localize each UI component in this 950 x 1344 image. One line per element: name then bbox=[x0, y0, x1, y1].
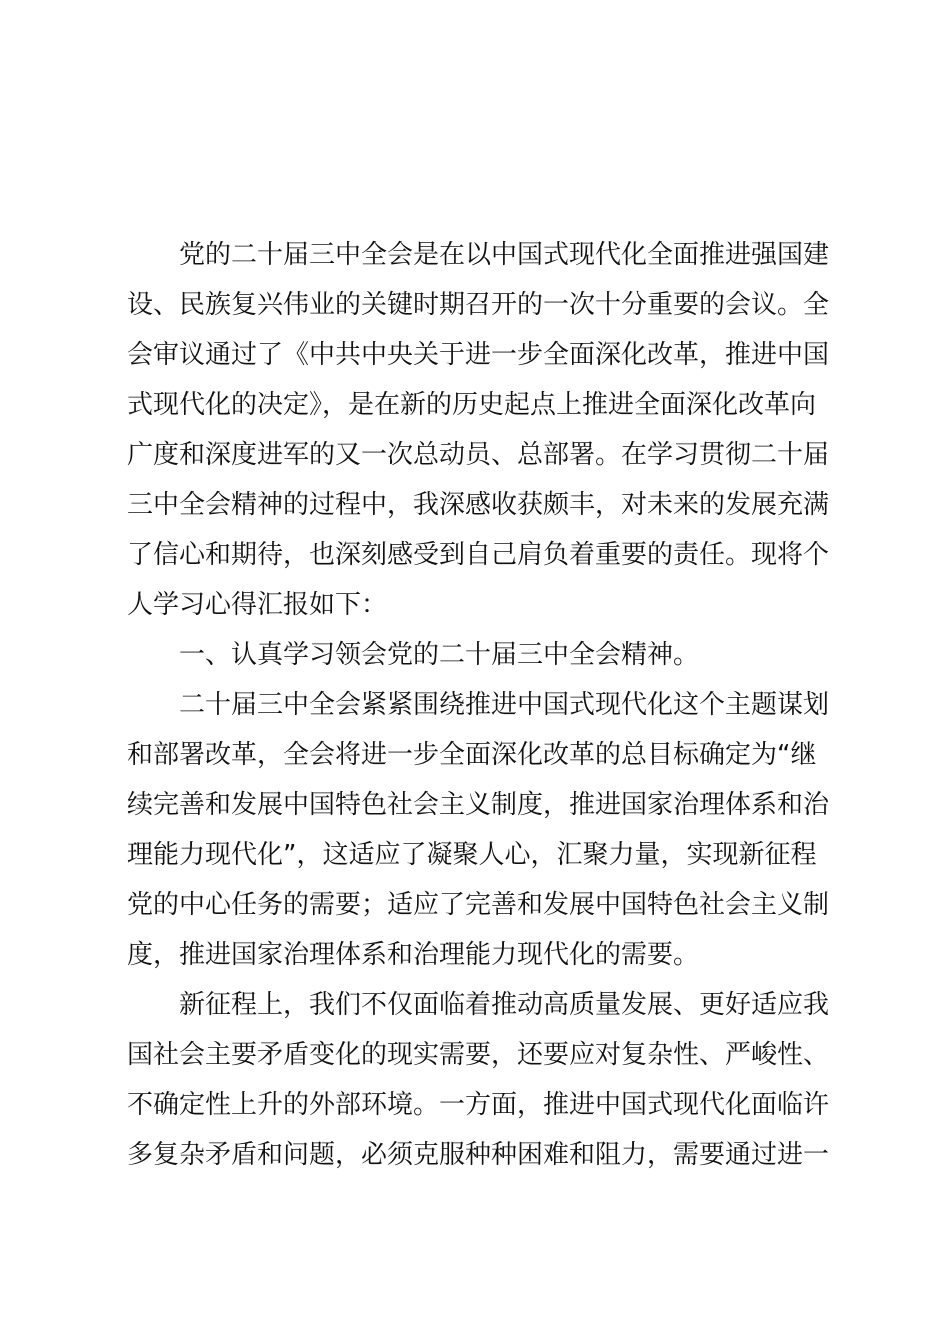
paragraph-3-line: 新征程上，我们不仅面临着推动高质量发展、更好适应我 bbox=[179, 990, 830, 1020]
paragraph-2-line: 续完善和发展中国特色社会主义制度，推进国家治理体系和治 bbox=[127, 790, 830, 820]
section-heading: 一、认真学习领会党的二十届三中全会精神。 bbox=[179, 640, 700, 670]
paragraph-2-line: 和部署改革，全会将进一步全面深化改革的总目标确定为“继 bbox=[127, 740, 817, 770]
paragraph-3-line: 国社会主要矛盾变化的现实需要，还要应对复杂性、严峻性、 bbox=[127, 1040, 830, 1070]
paragraph-1-line: 三中全会精神的过程中，我深感收获颇丰，对未来的发展充满 bbox=[127, 490, 830, 520]
paragraph-1-line: 设、民族复兴伟业的关键时期召开的一次十分重要的会议。全 bbox=[127, 290, 830, 320]
paragraph-1-line: 广度和深度进军的又一次总动员、总部署。在学习贯彻二十届 bbox=[127, 440, 830, 470]
document-body bbox=[127, 230, 837, 1180]
paragraph-1-line: 式现代化的决定》，是在新的历史起点上推进全面深化改革向 bbox=[127, 390, 817, 420]
paragraph-3-line: 多复杂矛盾和问题，必须克服种种困难和阻力，需要通过进一 bbox=[127, 1140, 830, 1170]
paragraph-1-line: 了信心和期待，也深刻感受到自己肩负着重要的责任。现将个 bbox=[127, 540, 830, 570]
paragraph-2-line: 理能力现代化”，这适应了凝聚人心，汇聚力量，实现新征程 bbox=[127, 840, 817, 870]
paragraph-1-line: 人学习心得汇报如下： bbox=[127, 590, 388, 620]
paragraph-1-line: 会审议通过了《中共中央关于进一步全面深化改革，推进中国 bbox=[127, 340, 830, 370]
paragraph-1-line: 党的二十届三中全会是在以中国式现代化全面推进强国建 bbox=[179, 240, 830, 270]
paragraph-3-line: 不确定性上升的外部环境。一方面，推进中国式现代化面临许 bbox=[127, 1090, 830, 1120]
paragraph-2-line: 度，推进国家治理体系和治理能力现代化的需要。 bbox=[127, 940, 700, 970]
paragraph-2-line: 二十届三中全会紧紧围绕推进中国式现代化这个主题谋划 bbox=[179, 690, 830, 720]
paragraph-2-line: 党的中心任务的需要；适应了完善和发展中国特色社会主义制 bbox=[127, 890, 830, 920]
